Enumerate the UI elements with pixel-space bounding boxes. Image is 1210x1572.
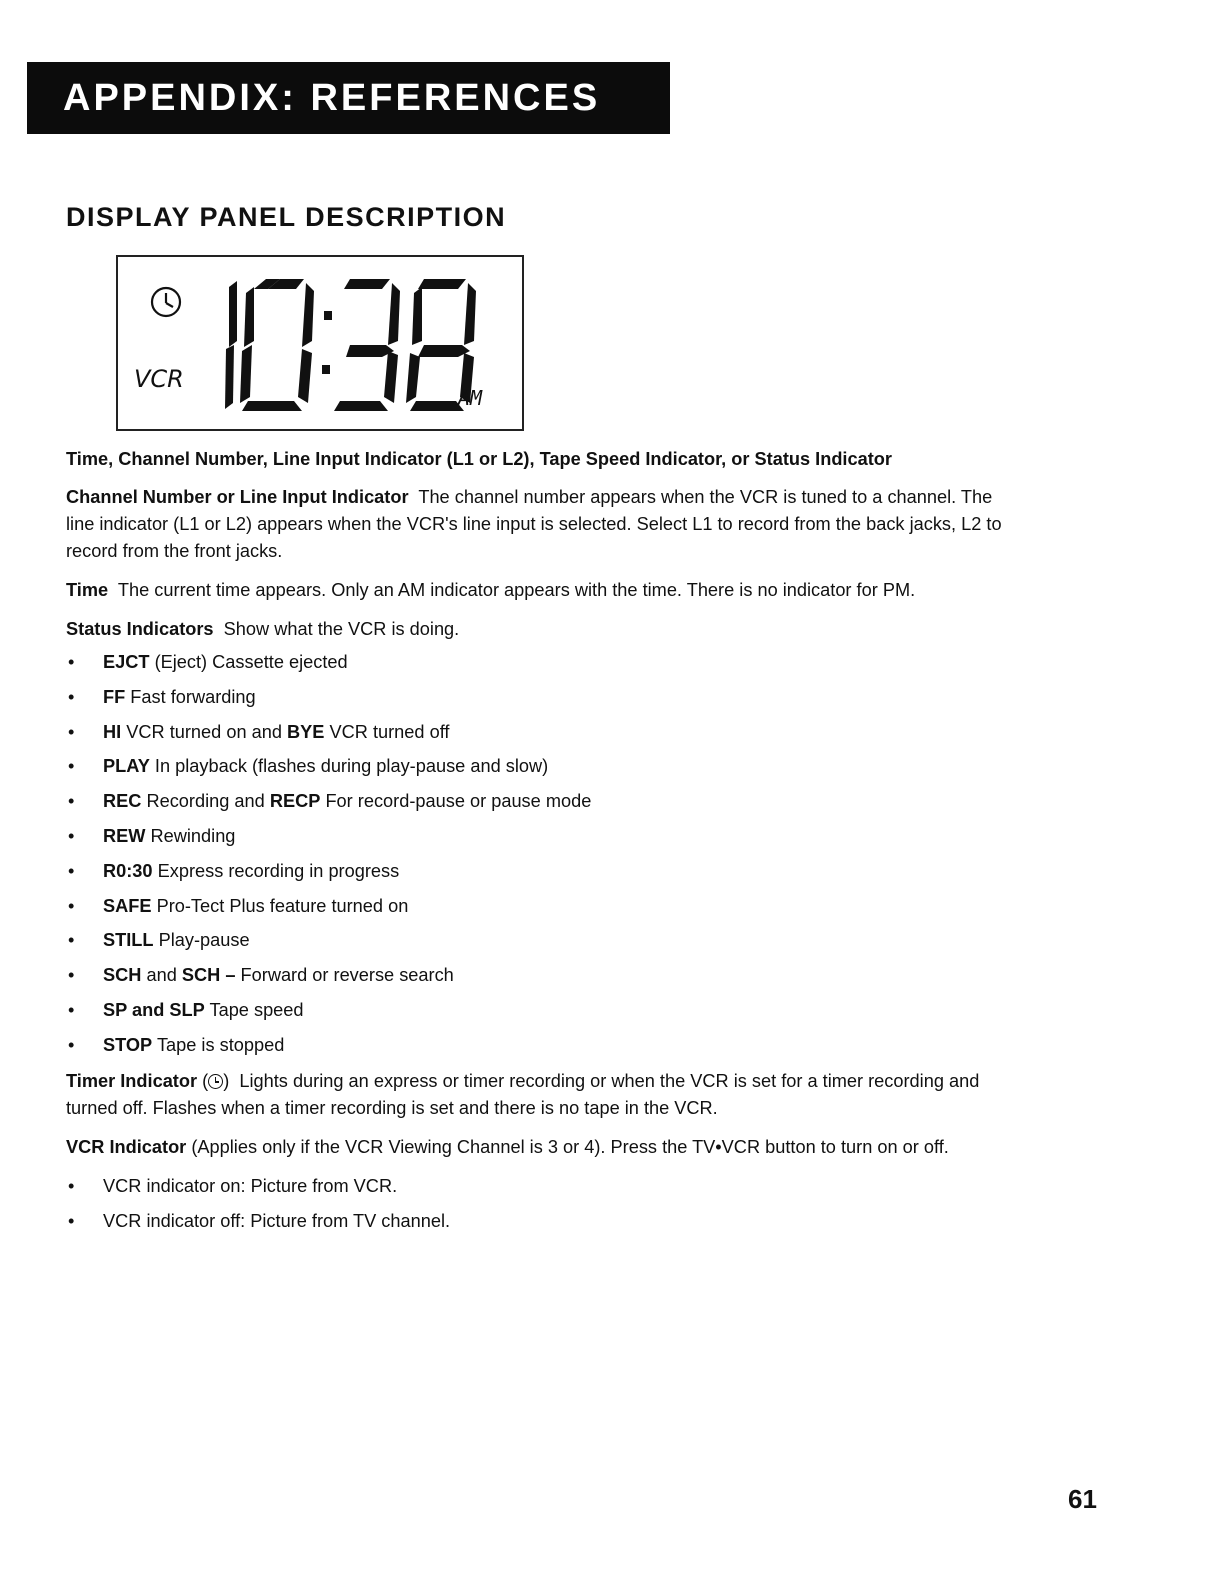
- status-desc: Fast forwarding: [130, 686, 256, 707]
- list-item: [66, 1208, 1006, 1243]
- status-desc: Express recording in progress: [157, 860, 400, 881]
- bullet-icon: •: [68, 965, 75, 986]
- page-number: 61: [1068, 1484, 1097, 1514]
- status-desc: Pro-Tect Plus feature turned on: [156, 895, 409, 916]
- display-panel-illustration: [116, 255, 524, 431]
- status-list: [66, 649, 1006, 1062]
- timer-clock-icon: [152, 288, 180, 316]
- status-code: EJCT: [103, 652, 150, 672]
- timer-open-paren: (: [202, 1070, 209, 1091]
- bullet-icon: •: [68, 895, 75, 916]
- status-desc: and: [146, 965, 177, 986]
- bullet-icon: •: [68, 1210, 75, 1231]
- list-item: [66, 997, 1006, 1032]
- status-code: SCH: [103, 965, 142, 986]
- status-code: R0:30: [103, 860, 153, 881]
- lcd-colon: [322, 311, 332, 374]
- time-text: The current time appears. Only an AM indicator appears with the time. There is no indicator for PM.: [117, 580, 916, 600]
- status-code: SCH –: [181, 965, 236, 986]
- section-title: DISPLAY PANEL DESCRIPTION: [66, 202, 507, 232]
- status-paragraph: [66, 616, 1006, 643]
- list-item: [66, 927, 1006, 962]
- vcr-indicator-item: VCR indicator off: Picture from TV channel.: [103, 1210, 451, 1231]
- list-item: [66, 962, 1006, 997]
- status-code: HI: [103, 721, 122, 742]
- status-desc: In playback (flashes during play-pause and slow): [154, 756, 549, 777]
- list-item: [66, 893, 1006, 928]
- vcr-indicator-list: [66, 1173, 1006, 1243]
- list-item: [66, 858, 1006, 893]
- main-content: [66, 446, 1006, 1249]
- vcr-indicator-segment: VCR: [134, 365, 184, 393]
- lcd-digit-3: [334, 279, 400, 411]
- time-paragraph: [66, 577, 1006, 604]
- bullet-icon: •: [68, 999, 75, 1020]
- banner-title: APPENDIX: REFERENCES: [63, 77, 601, 119]
- bullet-icon: •: [68, 686, 75, 707]
- status-desc: VCR turned off: [329, 721, 450, 742]
- bullet-icon: •: [68, 930, 75, 951]
- status-term: Status Indicators: [66, 619, 214, 639]
- vcr-indicator-term: VCR Indicator: [66, 1136, 187, 1157]
- status-code: BYE: [287, 721, 325, 742]
- bullet-icon: •: [68, 1034, 75, 1055]
- status-code: STILL: [103, 930, 154, 951]
- list-item: [66, 684, 1006, 719]
- lcd-digit-0: [240, 279, 314, 411]
- timer-clock-icon: [208, 1074, 223, 1089]
- lead-heading: Time, Channel Number, Line Input Indicator (L1 or L2), Tape Speed Indicator, or Status Indicator: [66, 449, 892, 469]
- status-desc: Tape speed: [209, 999, 304, 1020]
- timer-text: Lights during an express or timer recording or when the VCR is set for a timer recording and turned off. Flashes when a timer recording is set and there is no tape in the VCR.: [66, 1070, 980, 1118]
- status-code: FF: [103, 686, 126, 707]
- bullet-icon: •: [68, 1175, 75, 1196]
- status-code: REW: [103, 825, 146, 846]
- status-code: STOP: [103, 1034, 153, 1055]
- status-desc: (Eject) Cassette ejected: [154, 652, 348, 672]
- bullet-icon: •: [68, 860, 75, 881]
- timer-paragraph: [66, 1068, 1006, 1122]
- vcr-indicator-item: VCR indicator on: Picture from VCR.: [103, 1175, 398, 1196]
- status-desc: Tape is stopped: [156, 1034, 285, 1055]
- bullet-icon: •: [68, 825, 75, 846]
- status-code: RECP: [269, 791, 321, 812]
- status-desc: Rewinding: [150, 825, 236, 846]
- appendix-banner: [27, 62, 670, 134]
- vcr-indicator-text: (Applies only if the VCR Viewing Channel is 3 or 4). Press the TV•VCR button to turn on or off.: [191, 1136, 949, 1157]
- lcd-digit-1: [225, 281, 237, 409]
- timer-term: Timer Indicator: [66, 1070, 198, 1091]
- vcr-indicator-paragraph: [66, 1134, 1006, 1161]
- status-code: REC: [103, 791, 142, 812]
- bullet-icon: •: [68, 721, 75, 742]
- lcd-display-graphic: [118, 257, 522, 429]
- channel-text: The channel number appears when the VCR is tuned to a channel. The line indicator (L1 or L2) appears when the VCR's line input is selected. Select L1 to record from the back jacks, L2 to record from the front jacks.: [66, 487, 1002, 561]
- status-desc: For record-pause or pause mode: [325, 791, 592, 812]
- list-item: [66, 1173, 1006, 1208]
- list-item: [66, 1032, 1006, 1062]
- status-desc: Play-pause: [158, 930, 250, 951]
- status-desc: Recording and: [146, 791, 265, 812]
- list-item: [66, 649, 1006, 684]
- status-text: Show what the VCR is doing.: [223, 619, 460, 639]
- status-code: SP and SLP: [103, 999, 205, 1020]
- timer-close-paren: ): [223, 1070, 230, 1091]
- status-code: SAFE: [103, 895, 152, 916]
- am-indicator-segment: AM: [458, 386, 483, 410]
- status-code: PLAY: [103, 756, 150, 777]
- list-item: [66, 753, 1006, 788]
- list-item: [66, 823, 1006, 858]
- list-item: [66, 788, 1006, 823]
- time-term: Time: [66, 580, 109, 600]
- bullet-icon: •: [68, 756, 75, 777]
- bullet-icon: •: [68, 791, 75, 812]
- status-desc: Forward or reverse search: [240, 965, 454, 986]
- channel-paragraph: [66, 484, 1006, 565]
- bullet-icon: •: [68, 652, 75, 672]
- channel-term: Channel Number or Line Input Indicator: [66, 487, 409, 507]
- status-desc: VCR turned on and: [126, 721, 282, 742]
- list-item: [66, 719, 1006, 754]
